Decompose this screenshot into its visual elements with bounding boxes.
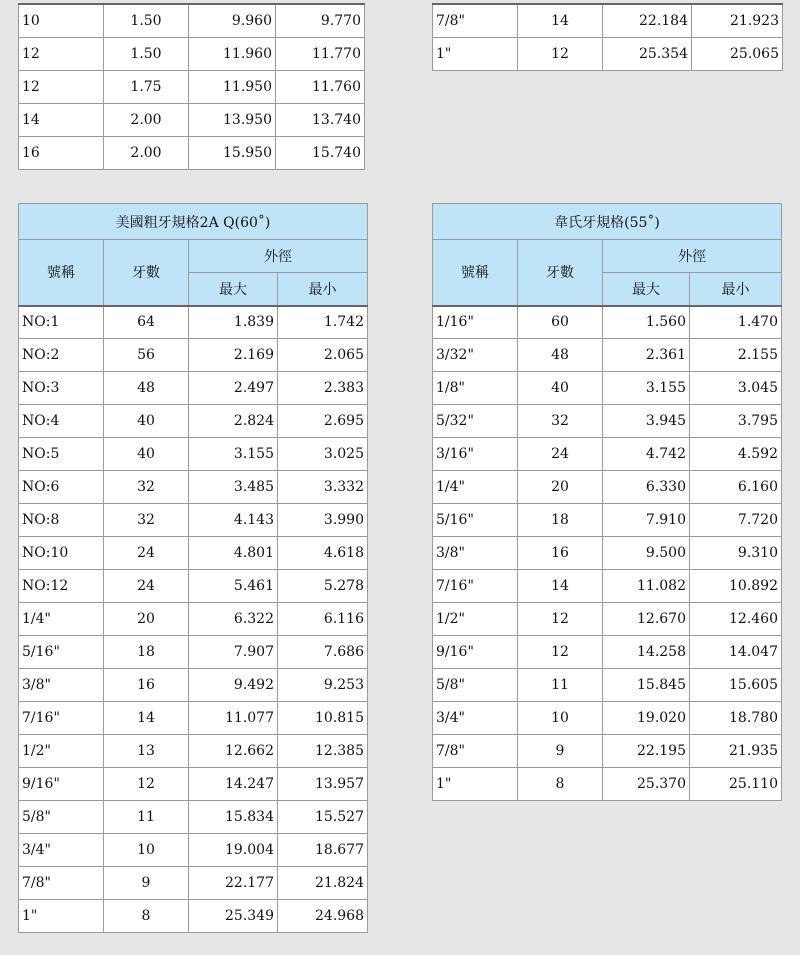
- cell-designation: NO:12: [19, 570, 104, 603]
- cell-threads: 24: [518, 438, 603, 471]
- us-col-max-header: 最大: [189, 273, 278, 306]
- metric-table-body: [19, 4, 365, 169]
- cell-threads: 64: [104, 306, 189, 339]
- cell-threads: 18: [518, 504, 603, 537]
- cell-od-min: 25.065: [692, 37, 783, 70]
- cell-threads: 16: [518, 537, 603, 570]
- table-row: [433, 537, 782, 570]
- cell-od-max: 5.461: [189, 570, 278, 603]
- cell-designation: 5/32": [433, 405, 518, 438]
- cell-od-min: 1.742: [278, 306, 368, 339]
- cell-od-max: 3.945: [603, 405, 690, 438]
- us-coarse-thread-table: [18, 203, 368, 933]
- cell-od-max: 25.370: [603, 768, 690, 801]
- cell-od-max: 14.247: [189, 768, 278, 801]
- cell-designation: NO:6: [19, 471, 104, 504]
- cell-designation: NO:1: [19, 306, 104, 339]
- cell-designation: 3/4": [433, 702, 518, 735]
- table-row: [433, 603, 782, 636]
- cell-od-min: 7.686: [278, 636, 368, 669]
- cell-threads: 20: [104, 603, 189, 636]
- cell-od-max: 3.155: [603, 372, 690, 405]
- cell-threads: 1.75: [104, 70, 189, 103]
- table-row: [19, 4, 365, 37]
- cell-designation: 5/16": [433, 504, 518, 537]
- cell-od-min: 9.253: [278, 669, 368, 702]
- cell-threads: 56: [104, 339, 189, 372]
- cell-designation: NO:3: [19, 372, 104, 405]
- cell-threads: 12: [518, 37, 603, 70]
- cell-threads: 32: [518, 405, 603, 438]
- cell-od-max: 15.845: [603, 669, 690, 702]
- cell-od-min: 12.385: [278, 735, 368, 768]
- table-row: [433, 405, 782, 438]
- cell-threads: 9: [518, 735, 603, 768]
- cell-designation: 1": [19, 900, 104, 933]
- table-row: [433, 306, 782, 339]
- cell-od-min: 3.045: [690, 372, 782, 405]
- cell-designation: NO:2: [19, 339, 104, 372]
- table-row: [433, 768, 782, 801]
- cell-threads: 24: [104, 570, 189, 603]
- cell-od-min: 24.968: [278, 900, 368, 933]
- cell-designation: 7/8": [433, 4, 518, 37]
- table-row: [19, 834, 368, 867]
- cell-od-min: 4.618: [278, 537, 368, 570]
- table-row: [19, 801, 368, 834]
- us-col-name-header: 號稱: [19, 240, 104, 306]
- cell-od-max: 22.177: [189, 867, 278, 900]
- cell-od-max: 12.662: [189, 735, 278, 768]
- table-row: [19, 306, 368, 339]
- table-row: [19, 570, 368, 603]
- cell-od-min: 21.923: [692, 4, 783, 37]
- us-col-min-header: 最小: [278, 273, 368, 306]
- table-row: [19, 900, 368, 933]
- whitworth-thread-table-block: [432, 203, 781, 801]
- cell-od-max: 7.907: [189, 636, 278, 669]
- cell-designation: 3/4": [19, 834, 104, 867]
- cell-od-min: 15.605: [690, 669, 782, 702]
- wh-col-name-header: 號稱: [433, 240, 518, 306]
- cell-od-max: 22.195: [603, 735, 690, 768]
- cell-designation: 14: [19, 103, 104, 136]
- cell-designation: 1/4": [19, 603, 104, 636]
- cell-od-max: 4.742: [603, 438, 690, 471]
- cell-designation: 3/8": [433, 537, 518, 570]
- table-row: [19, 372, 368, 405]
- cell-threads: 14: [104, 702, 189, 735]
- cell-od-min: 5.278: [278, 570, 368, 603]
- table-row: [19, 136, 365, 169]
- table-row: [433, 37, 783, 70]
- us-col-od-header: 外徑: [189, 240, 368, 273]
- cell-threads: 12: [518, 603, 603, 636]
- cell-designation: 3/32": [433, 339, 518, 372]
- cell-threads: 9: [104, 867, 189, 900]
- cell-od-max: 25.354: [603, 37, 692, 70]
- cell-od-max: 9.500: [603, 537, 690, 570]
- cell-od-max: 22.184: [603, 4, 692, 37]
- cell-od-min: 2.065: [278, 339, 368, 372]
- table-row: [19, 669, 368, 702]
- us-coarse-thread-table-block: [18, 203, 367, 933]
- table-row: [19, 37, 365, 70]
- table-row: [19, 702, 368, 735]
- cell-od-max: 1.560: [603, 306, 690, 339]
- metric-table-continuation: [18, 3, 364, 170]
- cell-od-max: 11.077: [189, 702, 278, 735]
- cell-designation: 9/16": [433, 636, 518, 669]
- cell-od-max: 2.497: [189, 372, 278, 405]
- cell-threads: 12: [104, 768, 189, 801]
- cell-od-max: 2.169: [189, 339, 278, 372]
- cell-threads: 32: [104, 504, 189, 537]
- cell-designation: 1/8": [433, 372, 518, 405]
- cell-designation: 9/16": [19, 768, 104, 801]
- cell-threads: 2.00: [104, 136, 189, 169]
- cell-od-min: 21.824: [278, 867, 368, 900]
- table-row: [433, 471, 782, 504]
- table-row: [433, 735, 782, 768]
- cell-threads: 24: [104, 537, 189, 570]
- table-row: [19, 405, 368, 438]
- cell-od-min: 10.815: [278, 702, 368, 735]
- fine-table: [432, 3, 783, 71]
- cell-designation: 1": [433, 768, 518, 801]
- cell-od-max: 3.155: [189, 438, 278, 471]
- cell-od-max: 11.082: [603, 570, 690, 603]
- cell-od-min: 3.025: [278, 438, 368, 471]
- cell-od-min: 6.160: [690, 471, 782, 504]
- us-table-body: [19, 306, 368, 933]
- cell-designation: 16: [19, 136, 104, 169]
- cell-designation: 5/16": [19, 636, 104, 669]
- cell-od-max: 15.950: [189, 136, 276, 169]
- cell-designation: 1/16": [433, 306, 518, 339]
- cell-designation: 1/4": [433, 471, 518, 504]
- cell-od-max: 13.950: [189, 103, 276, 136]
- fine-table-body: [433, 4, 783, 70]
- cell-od-max: 1.839: [189, 306, 278, 339]
- cell-designation: 7/16": [433, 570, 518, 603]
- cell-od-min: 9.310: [690, 537, 782, 570]
- cell-designation: 10: [19, 4, 104, 37]
- cell-od-min: 10.892: [690, 570, 782, 603]
- cell-od-max: 6.322: [189, 603, 278, 636]
- cell-designation: NO:10: [19, 537, 104, 570]
- cell-od-max: 11.950: [189, 70, 276, 103]
- cell-designation: 7/8": [19, 867, 104, 900]
- cell-threads: 1.50: [104, 37, 189, 70]
- cell-od-min: 13.740: [276, 103, 365, 136]
- cell-threads: 1.50: [104, 4, 189, 37]
- cell-od-min: 2.155: [690, 339, 782, 372]
- table-row: [433, 636, 782, 669]
- cell-threads: 13: [104, 735, 189, 768]
- table-row: [433, 438, 782, 471]
- cell-od-min: 4.592: [690, 438, 782, 471]
- table-row: [19, 504, 368, 537]
- table-row: [433, 4, 783, 37]
- table-row: [433, 669, 782, 702]
- table-row: [433, 504, 782, 537]
- cell-threads: 16: [104, 669, 189, 702]
- cell-od-max: 11.960: [189, 37, 276, 70]
- table-row: [433, 339, 782, 372]
- cell-designation: 3/16": [433, 438, 518, 471]
- cell-designation: 5/8": [433, 669, 518, 702]
- cell-designation: 1": [433, 37, 518, 70]
- cell-od-min: 2.383: [278, 372, 368, 405]
- table-row: [19, 339, 368, 372]
- table-row: [19, 103, 365, 136]
- cell-od-min: 11.760: [276, 70, 365, 103]
- cell-designation: NO:4: [19, 405, 104, 438]
- cell-threads: 20: [518, 471, 603, 504]
- wh-col-tpi-header: 牙數: [518, 240, 603, 306]
- table-row: [19, 471, 368, 504]
- cell-od-max: 12.670: [603, 603, 690, 636]
- cell-threads: 11: [104, 801, 189, 834]
- table-row: [19, 537, 368, 570]
- metric-table: [18, 3, 365, 170]
- us-col-tpi-header: 牙數: [104, 240, 189, 306]
- cell-designation: 3/8": [19, 669, 104, 702]
- cell-designation: 12: [19, 70, 104, 103]
- cell-od-max: 4.801: [189, 537, 278, 570]
- cell-designation: NO:5: [19, 438, 104, 471]
- cell-od-min: 12.460: [690, 603, 782, 636]
- cell-od-max: 25.349: [189, 900, 278, 933]
- cell-od-min: 13.957: [278, 768, 368, 801]
- cell-od-max: 19.020: [603, 702, 690, 735]
- cell-designation: 7/8": [433, 735, 518, 768]
- cell-threads: 48: [518, 339, 603, 372]
- cell-od-min: 15.740: [276, 136, 365, 169]
- cell-od-min: 15.527: [278, 801, 368, 834]
- cell-od-max: 6.330: [603, 471, 690, 504]
- cell-od-min: 11.770: [276, 37, 365, 70]
- cell-threads: 8: [104, 900, 189, 933]
- cell-threads: 11: [518, 669, 603, 702]
- cell-threads: 40: [104, 438, 189, 471]
- us-table-title: 美國粗牙規格2A Q(60˚): [19, 204, 368, 240]
- cell-od-min: 18.780: [690, 702, 782, 735]
- cell-designation: 5/8": [19, 801, 104, 834]
- cell-od-max: 14.258: [603, 636, 690, 669]
- cell-od-min: 9.770: [276, 4, 365, 37]
- cell-threads: 18: [104, 636, 189, 669]
- cell-od-max: 7.910: [603, 504, 690, 537]
- cell-designation: 1/2": [19, 735, 104, 768]
- table-row: [433, 372, 782, 405]
- table-row: [19, 735, 368, 768]
- cell-designation: 12: [19, 37, 104, 70]
- cell-od-max: 2.824: [189, 405, 278, 438]
- wh-table-title: 韋氏牙規格(55˚): [433, 204, 782, 240]
- cell-threads: 10: [104, 834, 189, 867]
- wh-col-min-header: 最小: [690, 273, 782, 306]
- table-row: [19, 768, 368, 801]
- table-row: [19, 438, 368, 471]
- cell-od-min: 21.935: [690, 735, 782, 768]
- cell-od-min: 1.470: [690, 306, 782, 339]
- table-row: [19, 603, 368, 636]
- cell-od-max: 4.143: [189, 504, 278, 537]
- cell-threads: 32: [104, 471, 189, 504]
- cell-od-min: 7.720: [690, 504, 782, 537]
- cell-threads: 60: [518, 306, 603, 339]
- cell-threads: 14: [518, 4, 603, 37]
- cell-designation: 1/2": [433, 603, 518, 636]
- cell-threads: 10: [518, 702, 603, 735]
- cell-od-min: 14.047: [690, 636, 782, 669]
- cell-threads: 2.00: [104, 103, 189, 136]
- cell-od-min: 18.677: [278, 834, 368, 867]
- cell-od-max: 15.834: [189, 801, 278, 834]
- table-row: [433, 702, 782, 735]
- cell-designation: 7/16": [19, 702, 104, 735]
- wh-table-body: [433, 306, 782, 801]
- cell-od-max: 3.485: [189, 471, 278, 504]
- cell-od-min: 6.116: [278, 603, 368, 636]
- table-row: [19, 867, 368, 900]
- whitworth-thread-table: [432, 203, 782, 801]
- wh-col-od-header: 外徑: [603, 240, 782, 273]
- cell-od-max: 9.492: [189, 669, 278, 702]
- cell-threads: 12: [518, 636, 603, 669]
- cell-od-max: 9.960: [189, 4, 276, 37]
- cell-od-min: 3.990: [278, 504, 368, 537]
- table-row: [19, 636, 368, 669]
- cell-od-max: 19.004: [189, 834, 278, 867]
- cell-od-min: 25.110: [690, 768, 782, 801]
- cell-threads: 8: [518, 768, 603, 801]
- table-row: [433, 570, 782, 603]
- table-row: [19, 70, 365, 103]
- cell-threads: 40: [104, 405, 189, 438]
- cell-designation: NO:8: [19, 504, 104, 537]
- cell-threads: 14: [518, 570, 603, 603]
- cell-od-min: 2.695: [278, 405, 368, 438]
- fine-table-continuation: [432, 3, 782, 71]
- cell-threads: 48: [104, 372, 189, 405]
- cell-od-max: 2.361: [603, 339, 690, 372]
- cell-od-min: 3.332: [278, 471, 368, 504]
- cell-od-min: 3.795: [690, 405, 782, 438]
- cell-threads: 40: [518, 372, 603, 405]
- wh-col-max-header: 最大: [603, 273, 690, 306]
